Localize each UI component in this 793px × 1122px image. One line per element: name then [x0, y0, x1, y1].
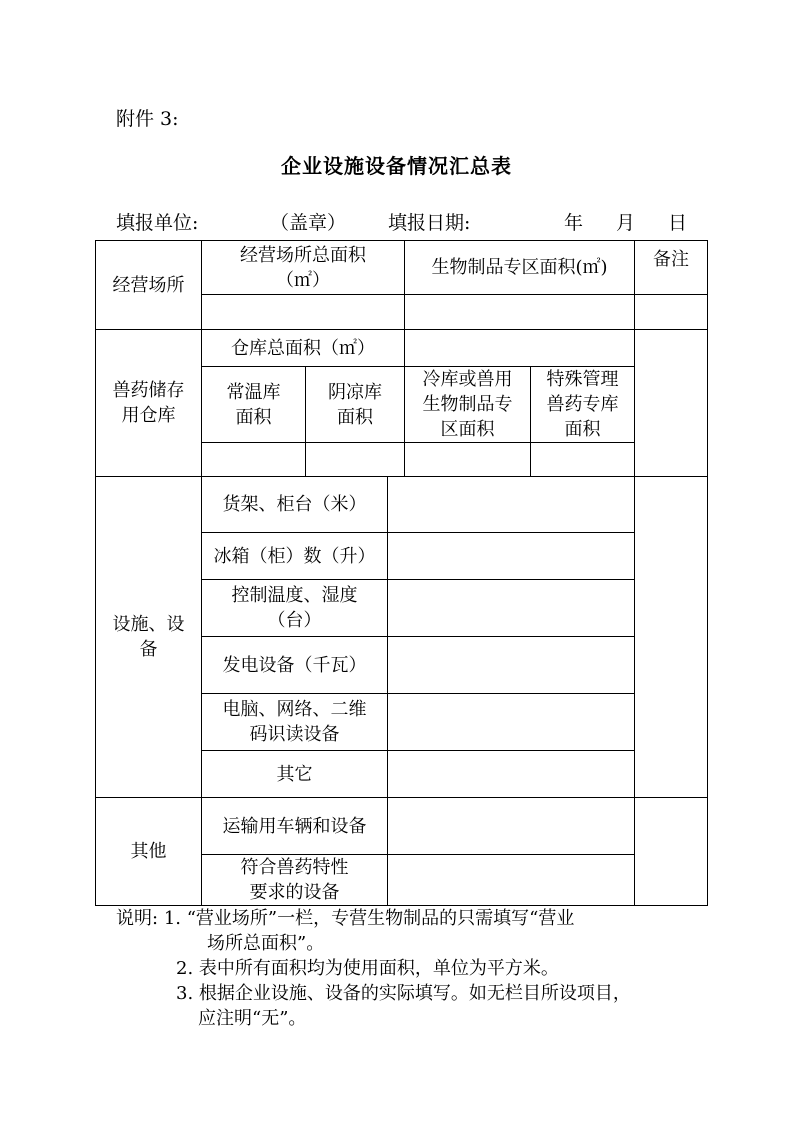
premises-total-area-header [202, 241, 405, 295]
other-remark-input[interactable] [635, 798, 708, 906]
note-1-number: 1. [163, 908, 181, 929]
note-1-continuation: 场所总面积”。 [207, 933, 325, 954]
warehouse-total-area-input[interactable] [405, 330, 635, 367]
normal-temp-area-input[interactable] [202, 443, 306, 477]
facility-value-input[interactable] [388, 477, 635, 533]
facility-item-label [202, 533, 388, 580]
seal-label: （盖章） [270, 212, 347, 234]
warehouse-remark-input[interactable] [635, 330, 708, 477]
facility-item-line1: 发电设备（千瓦） [222, 654, 367, 676]
cool-line1: 阴凉库 [328, 381, 382, 403]
remark-header [635, 241, 708, 295]
facility-item-label [202, 477, 388, 533]
fill-unit-label: 填报单位: [116, 212, 199, 234]
cold-line2: 生物制品专 [422, 394, 513, 415]
note-2-text: 表中所有面积均为使用面积，单位为平方米。 [198, 958, 559, 979]
remark-label: 备注 [653, 249, 689, 270]
premises-total-area-line1: 经营场所总面积 [240, 244, 366, 266]
facility-item-label [202, 637, 388, 694]
facilities-remark-input[interactable] [635, 477, 708, 798]
facility-item-label [202, 580, 388, 637]
day-label: 日 [668, 212, 688, 234]
facility-value-input[interactable] [388, 637, 635, 694]
facility-item-line1: 电脑、网络、二维 [222, 699, 367, 720]
fill-date-label: 填报日期: [388, 212, 471, 234]
normal-temp-area-header [202, 367, 306, 443]
note-3-text: 根据企业设施、设备的实际填写。如无栏目所设项目， [198, 983, 631, 1004]
normal-temp-line2: 面积 [235, 406, 272, 428]
warehouse-label-line1: 兽药储存 [112, 380, 185, 401]
facilities-label-line1: 设施、设 [112, 614, 185, 635]
cold-line3: 区面积 [440, 419, 495, 440]
other-item-line1: 符合兽药特性 [240, 857, 349, 878]
special-line3: 面积 [564, 419, 601, 440]
premises-label-cell [96, 241, 202, 330]
other-item-line2: 要求的设备 [249, 882, 340, 903]
note-3-continuation: 应注明“无”。 [198, 1008, 307, 1029]
other-label: 其他 [130, 841, 167, 862]
other-item-line1: 运输用车辆和设备 [222, 815, 367, 837]
premises-total-area-input[interactable] [202, 295, 405, 330]
facility-item-label [202, 751, 388, 798]
facility-item-label [202, 694, 388, 751]
special-storage-area-input[interactable] [531, 443, 635, 477]
other-value-input[interactable] [388, 798, 635, 855]
facility-value-input[interactable] [388, 533, 635, 580]
facilities-label-cell [96, 477, 202, 798]
other-item-label [202, 855, 388, 906]
warehouse-total-area-header [202, 330, 405, 367]
special-line2: 兽药专库 [546, 394, 619, 415]
facility-summary-table [95, 240, 708, 906]
other-label-cell [96, 798, 202, 906]
notes-section [116, 906, 631, 1031]
cold-storage-area-input[interactable] [405, 443, 531, 477]
warehouse-label-cell [96, 330, 202, 477]
facility-item-line1: 冰箱（柜）数（升） [213, 545, 376, 567]
facility-value-input[interactable] [388, 694, 635, 751]
notes-prefix: 说明: [116, 908, 159, 929]
warehouse-label-line2: 用仓库 [121, 405, 176, 426]
facility-item-line1: 控制温度、湿度 [231, 585, 358, 606]
facility-value-input[interactable] [388, 751, 635, 798]
note-1-text: “营业场所”一栏，专营生物制品的只需填写“营业 [186, 908, 575, 929]
facility-item-line1: 货架、柜台（米） [222, 494, 367, 515]
cool-line2: 面积 [337, 406, 373, 428]
cool-area-header [306, 367, 405, 443]
month-label: 月 [616, 212, 636, 234]
other-value-input[interactable] [388, 855, 635, 906]
cold-line1: 冷库或兽用 [422, 369, 513, 390]
premises-total-area-line2: （㎡） [276, 269, 330, 291]
year-label: 年 [564, 212, 584, 234]
warehouse-total-area-label: 仓库总面积（㎡） [231, 337, 375, 359]
facility-item-line1: 其它 [276, 763, 313, 785]
premises-remark-input[interactable] [635, 295, 708, 330]
bio-area-header [405, 241, 635, 295]
premises-label: 经营场所 [112, 274, 185, 296]
facility-item-line2: 码识读设备 [249, 724, 340, 745]
cold-storage-area-header [405, 367, 531, 443]
form-title: 企业设施设备情况汇总表 [281, 154, 512, 178]
note-2-number: 2. [176, 958, 194, 979]
other-item-label [202, 798, 388, 855]
bio-area-input[interactable] [405, 295, 635, 330]
normal-temp-line1: 常温库 [226, 381, 281, 403]
facility-item-line2: （台） [267, 610, 322, 631]
special-line1: 特殊管理 [546, 369, 619, 390]
bio-area-label: 生物制品专区面积(㎡) [431, 257, 608, 278]
attachment-label: 附件 3: [116, 108, 179, 130]
special-storage-area-header [531, 367, 635, 443]
note-3-number: 3. [176, 983, 194, 1004]
facilities-label-line2: 备 [139, 639, 158, 660]
cool-area-input[interactable] [306, 443, 405, 477]
facility-value-input[interactable] [388, 580, 635, 637]
